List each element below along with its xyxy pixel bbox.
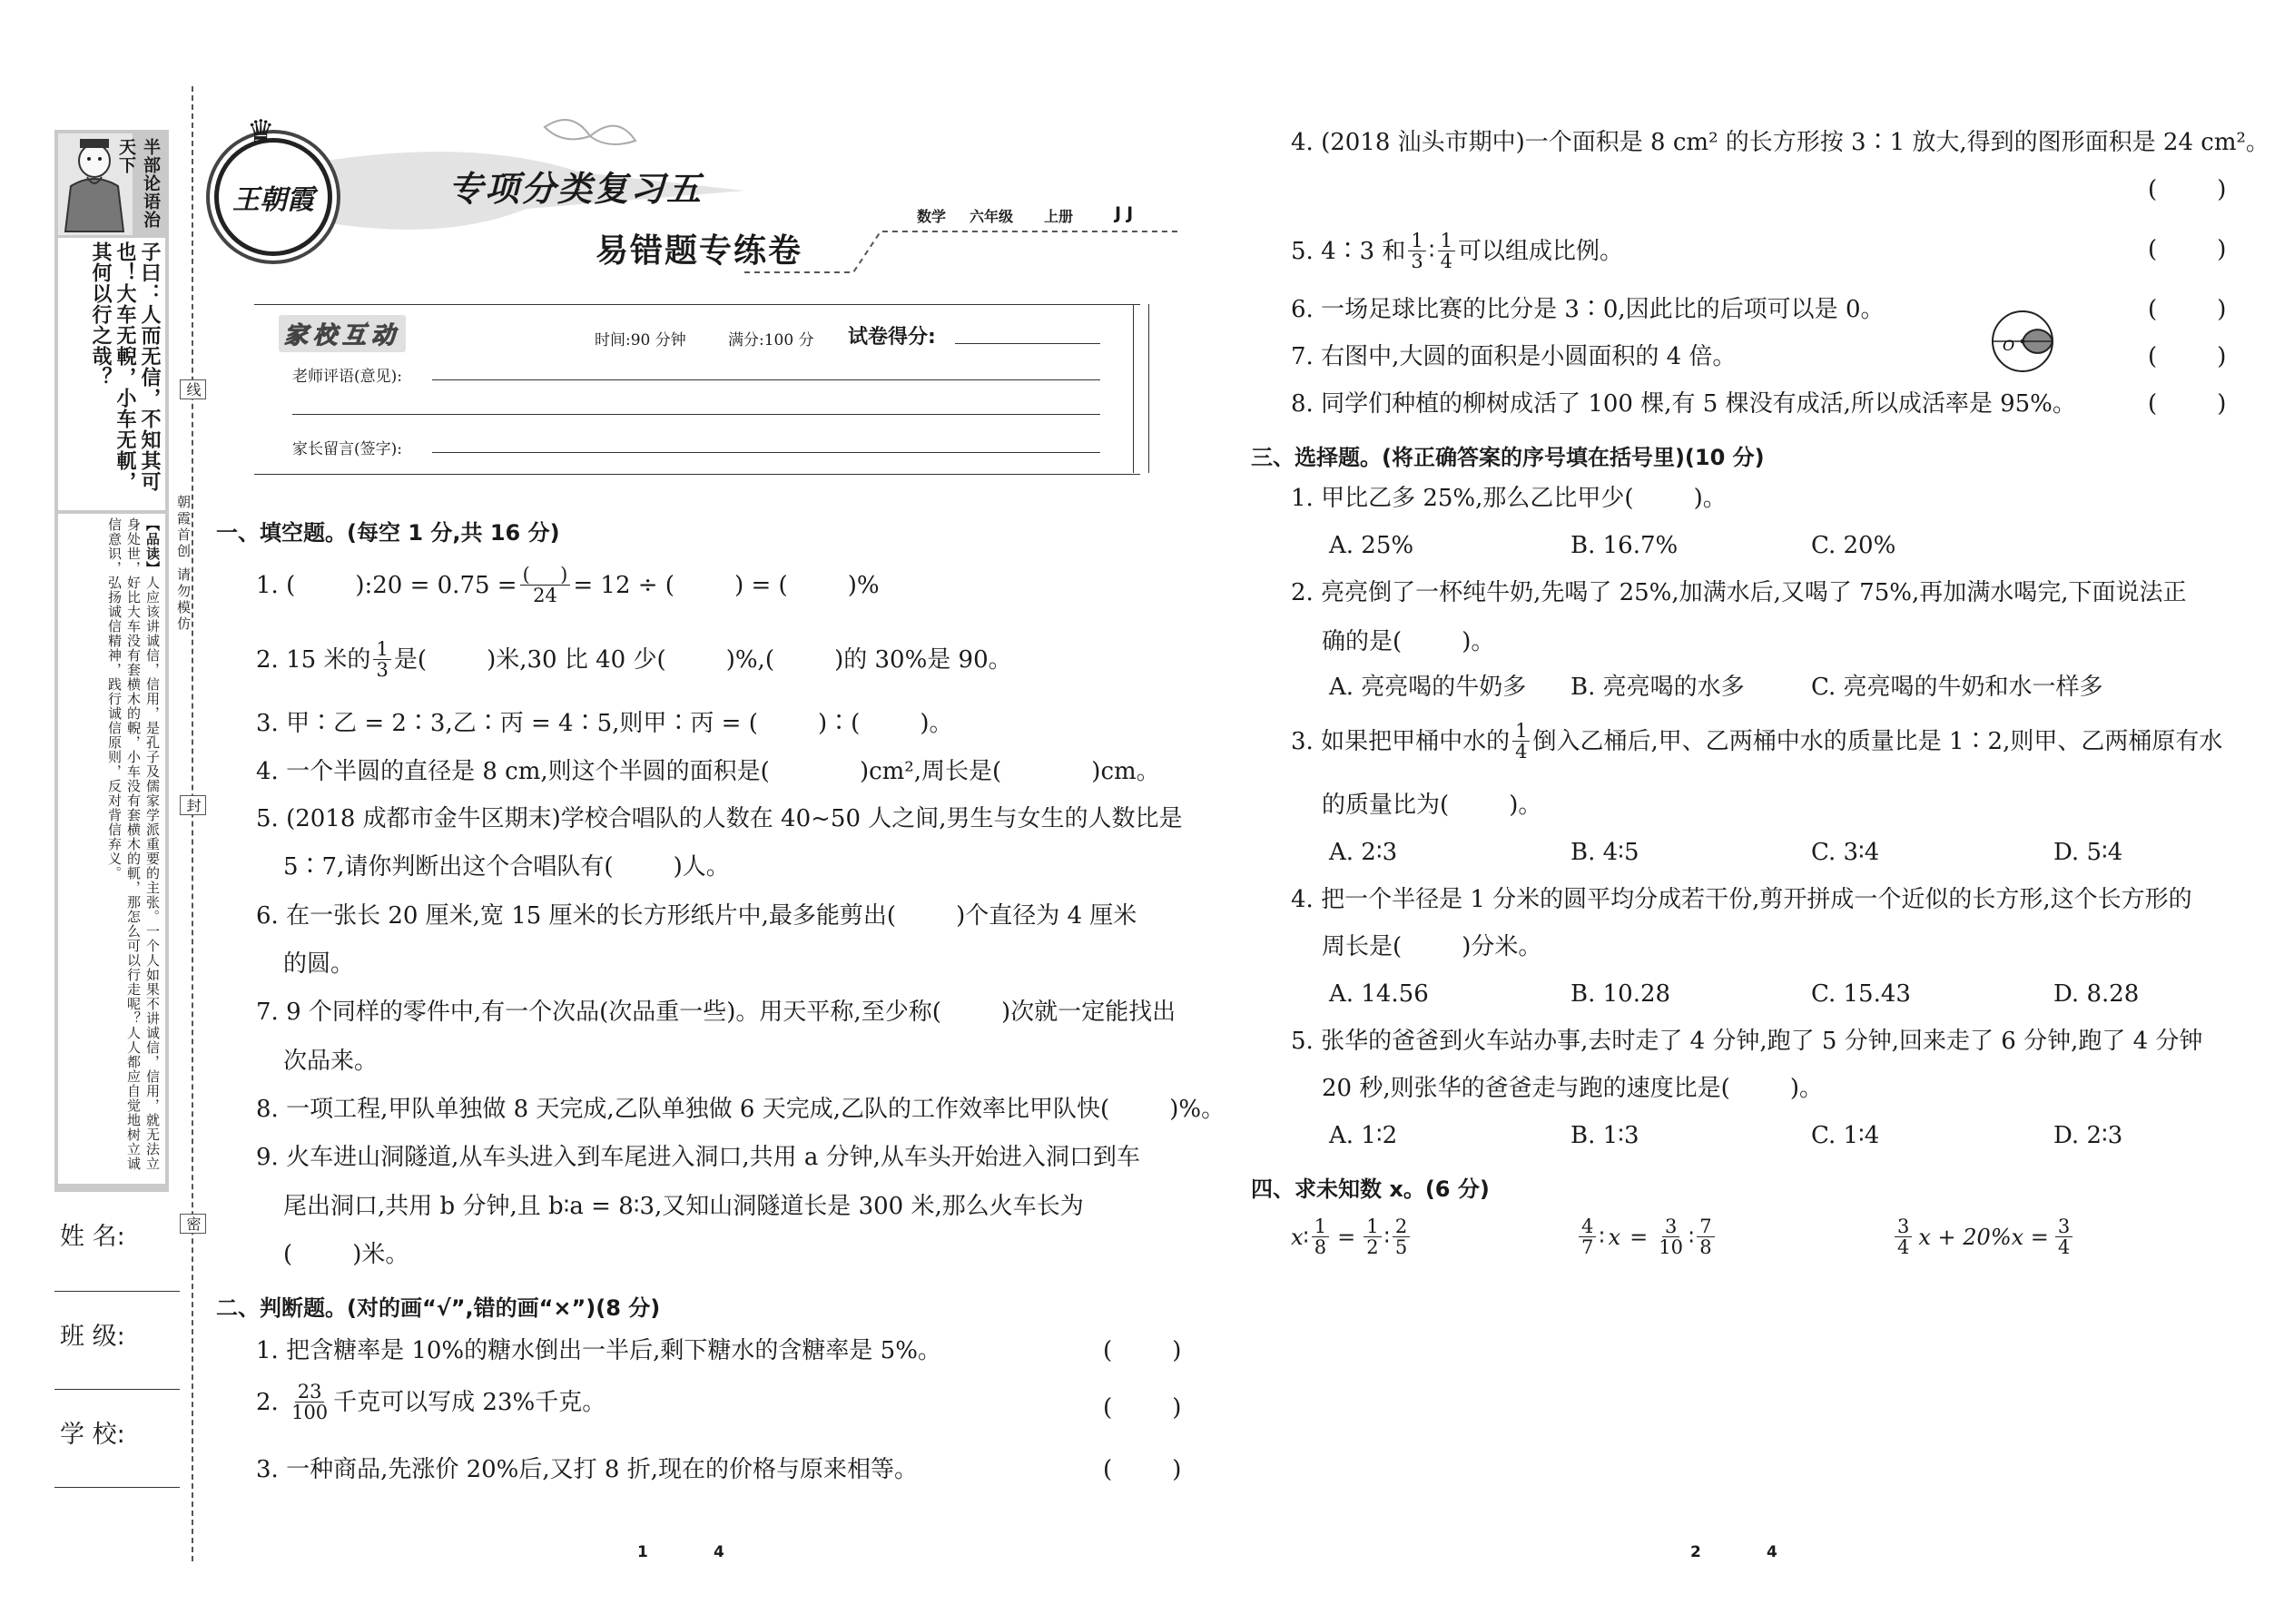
s2-q7: 7. 右图中,大圆的面积是小圆面积的 4 倍。 bbox=[1291, 343, 1737, 370]
right-page-number: 2 bbox=[1690, 1543, 1701, 1561]
s2-q5-answer[interactable]: ( ) bbox=[2148, 236, 2227, 263]
tag-grade: 六年级 bbox=[970, 208, 1014, 225]
teacher-comment-label: 老师评语(意见): bbox=[292, 368, 402, 386]
s1-q1-part-b: = 12 ÷ ( ) = ( )% bbox=[573, 571, 880, 599]
school-label: 学 校: bbox=[60, 1421, 125, 1449]
right-page-total: 4 bbox=[1767, 1543, 1777, 1561]
s3-q5-opt-d[interactable]: D. 2∶3 bbox=[2053, 1122, 2123, 1149]
cut-mark-1: 线 bbox=[180, 379, 206, 399]
s2-q5-fraction2 bbox=[1438, 231, 1455, 271]
frac-den: 4 bbox=[1440, 251, 1452, 273]
s3-q3-line2: 的质量比为( )。 bbox=[1322, 792, 1542, 819]
equation-2 bbox=[1576, 1216, 1718, 1257]
eq2-frac3 bbox=[1697, 1216, 1714, 1257]
s1-q8: 8. 一项工程,甲队单独做 8 天完成,乙队单独做 6 天完成,乙队的工作效率比甲队快( )%。 bbox=[256, 1096, 1226, 1123]
score-field[interactable] bbox=[955, 343, 1100, 344]
s1-q1-fraction bbox=[520, 565, 571, 605]
frac-den: 8 bbox=[1314, 1236, 1327, 1259]
s2-q5 bbox=[1291, 231, 1623, 271]
s3-q4-line2: 周长是( )分米。 bbox=[1322, 933, 1542, 960]
s3-q5-opt-a[interactable]: A. 1∶2 bbox=[1329, 1122, 1398, 1149]
confucius-quote: 子曰：人而无信，不知其可也！大车无輗，小车无軏，其何以行之哉？ bbox=[89, 241, 161, 492]
s1-q1 bbox=[256, 565, 880, 605]
frac-num: 1 bbox=[373, 639, 390, 660]
s3-q1: 1. 甲比乙多 25%,那么乙比甲少( )。 bbox=[1291, 485, 1727, 512]
s2-q5-text: 可以组成比例。 bbox=[1457, 237, 1623, 265]
reading-note bbox=[62, 517, 162, 1180]
s1-q6-line1: 6. 在一张长 20 厘米,宽 15 厘米的长方形纸片中,最多能剪出( )个直径为 4 厘米 bbox=[256, 902, 1137, 930]
s2-q4: 4. (2018 汕头市期中)一个面积是 8 cm² 的长方形按 3∶1 放大,得到的图形面积是 24 cm²。 bbox=[1291, 129, 2269, 156]
s2-q5-colon: ∶ bbox=[1428, 237, 1435, 265]
tag-term: 上册 bbox=[1044, 208, 1074, 225]
eq2-frac1 bbox=[1579, 1216, 1596, 1257]
s1-q4: 4. 一个半圆的直径是 8 cm,则这个半圆的面积是( )cm²,周长是( )cm。 bbox=[256, 758, 1160, 785]
class-label: 班 级: bbox=[60, 1323, 125, 1351]
section1-title: 一、填空题。(每空 1 分,共 16 分) bbox=[216, 520, 560, 546]
s2-q2-text: 千克可以写成 23%千克。 bbox=[333, 1388, 606, 1416]
s2-q2-num: 2. bbox=[256, 1388, 279, 1416]
circles-figure bbox=[1990, 309, 2055, 374]
crown-icon: ♛ bbox=[247, 113, 275, 150]
s1-q9-line3: ( )米。 bbox=[283, 1241, 409, 1268]
s2-q2-answer[interactable]: ( ) bbox=[1103, 1394, 1182, 1422]
frac-den: 8 bbox=[1699, 1236, 1712, 1259]
eq3-frac1 bbox=[1895, 1216, 1912, 1257]
s1-q6-line2: 的圆。 bbox=[283, 950, 355, 978]
s3-q3-part-b: 倒入乙桶后,甲、乙两桶中水的质量比是 1∶2,则甲、乙两桶原有水 bbox=[1532, 727, 2223, 755]
s2-q5-fraction1 bbox=[1408, 231, 1425, 271]
s3-q4-line1: 4. 把一个半径是 1 分米的圆平均分成若干份,剪开拼成一个近似的长方形,这个长方形的 bbox=[1291, 886, 2192, 913]
reading-label: 【品读】 bbox=[144, 517, 161, 576]
time-info: 时间:90 分钟 bbox=[595, 331, 686, 349]
frac-den: 4 bbox=[1897, 1236, 1910, 1259]
frac-den: 5 bbox=[1394, 1236, 1408, 1259]
eq2-colon: ∶ bbox=[1599, 1224, 1605, 1250]
reading-text: 人应该讲诚信，信用，是孔子及儒家学派重要的主张。一个人如果不讲诚信，信用，就无法立身处世，好比大车没有套横木的輗，小车没有套横木的軏，那怎么可以行走呢？人人都应自觉地树立诚信意识，弘扬诚信精神，践行诚信原则，反对背信弃义。 bbox=[106, 517, 161, 1171]
s2-q2-fraction bbox=[289, 1382, 330, 1422]
s2-q3: 3. 一种商品,先涨价 20%后,又打 8 折,现在的价格与原来相等。 bbox=[256, 1456, 918, 1483]
eq1-frac3 bbox=[1393, 1216, 1410, 1257]
s2-q1: 1. 把含糖率是 10%的糖水倒出一半后,剩下糖水的含糖率是 5%。 bbox=[256, 1337, 941, 1364]
s2-q8: 8. 同学们种植的柳树成活了 100 棵,有 5 棵没有成活,所以成活率是 95%。 bbox=[1291, 390, 2076, 418]
tag-edition: JJ bbox=[1115, 203, 1139, 223]
frac-den: 100 bbox=[291, 1402, 329, 1424]
eq1-x: x bbox=[1291, 1224, 1304, 1250]
frac-num: 1 bbox=[1312, 1216, 1329, 1237]
section3-title: 三、选择题。(将正确答案的序号填在括号里)(10 分) bbox=[1251, 445, 1765, 470]
copyright-note: 朝霞首创 请勿模仿 bbox=[175, 495, 192, 633]
frac-den: 4 bbox=[1515, 741, 1528, 763]
eq1-frac2 bbox=[1364, 1216, 1381, 1257]
eq2-colon2: ∶ bbox=[1689, 1224, 1695, 1250]
school-field[interactable] bbox=[54, 1487, 180, 1488]
frac-num: 1 bbox=[1408, 231, 1425, 251]
s3-q2-line1: 2. 亮亮倒了一杯纯牛奶,先喝了 25%,加满水后,又喝了 75%,再加满水喝完,下面说法正 bbox=[1291, 579, 2187, 606]
frac-num: ( ) bbox=[520, 565, 571, 586]
s1-q5-line2: 5∶7,请你判断出这个合唱队有( )人。 bbox=[283, 853, 730, 881]
s3-q1-opt-b[interactable]: B. 16.7% bbox=[1570, 532, 1679, 559]
s3-q1-opt-c[interactable]: C. 20% bbox=[1811, 532, 1896, 559]
frac-num: 1 bbox=[1364, 1216, 1381, 1237]
s3-q3-fraction bbox=[1512, 721, 1530, 762]
s1-q2-fraction bbox=[373, 639, 390, 680]
s3-q2-line2: 确的是( )。 bbox=[1322, 628, 1495, 655]
student-name-label: 姓 名: bbox=[60, 1223, 125, 1251]
s3-q3-opt-d[interactable]: D. 5∶4 bbox=[2053, 839, 2123, 866]
s2-q6-answer[interactable]: ( ) bbox=[2148, 296, 2227, 323]
s2-q8-answer[interactable]: ( ) bbox=[2148, 390, 2227, 418]
s2-q2 bbox=[256, 1382, 605, 1422]
s3-q4-opt-c[interactable]: C. 15.43 bbox=[1811, 980, 1911, 1008]
frac-den: 7 bbox=[1581, 1236, 1594, 1259]
worksheet-title: 专项分类复习五 bbox=[448, 169, 704, 209]
s2-q7-answer[interactable]: ( ) bbox=[2148, 343, 2227, 370]
s1-q3: 3. 甲∶乙 = 2∶3,乙∶丙 = 4∶5,则甲∶丙 = ( )∶( )。 bbox=[256, 710, 953, 737]
left-page-number: 1 bbox=[637, 1543, 648, 1561]
s1-q1-part-a: ( ):20 = 0.75 = bbox=[286, 571, 517, 599]
frac-num: 1 bbox=[1438, 231, 1455, 251]
logo-text: 王朝霞 bbox=[232, 184, 314, 216]
interaction-frame-right bbox=[1133, 304, 1149, 473]
s3-q5-opt-b[interactable]: B. 1∶3 bbox=[1570, 1122, 1639, 1149]
teacher-comment-line2[interactable] bbox=[292, 414, 1100, 415]
s3-q5-line1: 5. 张华的爸爸到火车站办事,去时走了 4 分钟,跑了 5 分钟,回来走了 6 分钟,跑了 4 分钟 bbox=[1291, 1028, 2203, 1055]
s1-q5-line1: 5. (2018 成都市金牛区期末)学校合唱队的人数在 40~50 人之间,男生与女生的人数比是 bbox=[256, 805, 1183, 832]
s1-q1-num: 1. bbox=[256, 571, 279, 599]
left-page-total: 4 bbox=[714, 1543, 724, 1561]
section4-title: 四、求未知数 x。(6 分) bbox=[1251, 1176, 1490, 1202]
frac-num: 23 bbox=[295, 1382, 325, 1403]
frac-num: 2 bbox=[1393, 1216, 1410, 1237]
s3-q3-opt-c[interactable]: C. 3∶4 bbox=[1811, 839, 1880, 866]
brand-logo bbox=[214, 138, 332, 256]
frac-num: 3 bbox=[1895, 1216, 1912, 1237]
s3-q4-opt-d[interactable]: D. 8.28 bbox=[2053, 980, 2140, 1008]
cut-mark-3: 密 bbox=[180, 1214, 206, 1234]
equation-3 bbox=[1892, 1216, 2075, 1257]
s1-q2-part-a: 15 米的 bbox=[286, 645, 371, 674]
eq2-equals: = bbox=[1629, 1224, 1649, 1250]
s1-q9-line1: 9. 火车进山洞隧道,从车头进入到车尾进入洞口,共用 a 分钟,从车头开始进入洞口到车 bbox=[256, 1144, 1140, 1171]
frac-den: 4 bbox=[2057, 1236, 2071, 1259]
s3-q5-opt-c[interactable]: C. 1∶4 bbox=[1811, 1122, 1880, 1149]
frac-num: 1 bbox=[1512, 721, 1530, 742]
series-title: 半部论语治 bbox=[141, 138, 161, 229]
s3-q5-line2: 20 秒,则张华的爸爸走与跑的速度比是( )。 bbox=[1322, 1075, 1824, 1102]
parent-message-label: 家长留言(签字): bbox=[292, 440, 402, 458]
s3-q2-opt-a[interactable]: A. 亮亮喝的牛奶多 bbox=[1329, 674, 1527, 701]
equation-1 bbox=[1291, 1216, 1413, 1257]
s2-q1-answer[interactable]: ( ) bbox=[1103, 1337, 1182, 1364]
s1-q2-part-b: 是( )米,30 比 40 少( )%,( )的 30%是 90。 bbox=[393, 645, 1012, 674]
s1-q2-num: 2. bbox=[256, 645, 279, 674]
s1-q7-line1: 7. 9 个同样的零件中,有一个次品(次品重一些)。用天平称,至少称( )次就一定能找出 bbox=[256, 999, 1177, 1026]
s3-q1-opt-a[interactable]: A. 25% bbox=[1329, 532, 1414, 559]
s2-q5-part-a: 5. 4∶3 和 bbox=[1291, 237, 1406, 265]
class-field[interactable] bbox=[54, 1389, 180, 1390]
frac-den: 3 bbox=[376, 659, 389, 682]
cut-line bbox=[192, 86, 193, 1561]
eq2-x: x bbox=[1608, 1224, 1621, 1250]
frac-num: 3 bbox=[1662, 1216, 1679, 1237]
parent-message-field[interactable] bbox=[432, 452, 1100, 453]
s3-q2-opt-b[interactable]: B. 亮亮喝的水多 bbox=[1570, 674, 1745, 701]
frac-num: 4 bbox=[1579, 1216, 1596, 1237]
teacher-comment-field[interactable] bbox=[432, 379, 1100, 380]
frac-den: 3 bbox=[1411, 251, 1423, 273]
frac-num: 3 bbox=[2055, 1216, 2072, 1237]
cut-mark-2: 封 bbox=[180, 795, 206, 815]
s3-q3-part-a: 3. 如果把甲桶中水的 bbox=[1291, 727, 1511, 755]
eq1-colon2: ∶ bbox=[1383, 1224, 1390, 1250]
s3-q3-opt-b[interactable]: B. 4∶5 bbox=[1570, 839, 1639, 866]
s1-q2 bbox=[256, 639, 1012, 680]
s3-q3-line1 bbox=[1291, 721, 2222, 762]
s2-q6: 6. 一场足球比赛的比分是 3∶0,因此比的后项可以是 0。 bbox=[1291, 296, 1885, 323]
student-name-field[interactable] bbox=[54, 1291, 180, 1292]
eq1-colon: ∶ bbox=[1303, 1224, 1309, 1250]
s3-q4-opt-a[interactable]: A. 14.56 bbox=[1329, 980, 1429, 1008]
section2-title: 二、判断题。(对的画“√”,错的画“×”)(8 分) bbox=[216, 1295, 661, 1321]
eq1-frac1 bbox=[1312, 1216, 1329, 1257]
frac-den: 10 bbox=[1659, 1236, 1684, 1259]
frac-den: 24 bbox=[533, 585, 557, 607]
s3-q2-opt-c[interactable]: C. 亮亮喝的牛奶和水一样多 bbox=[1811, 674, 2103, 701]
s3-q3-opt-a[interactable]: A. 2∶3 bbox=[1329, 839, 1398, 866]
eq3-middle: x + 20%x = bbox=[1918, 1224, 2049, 1250]
frac-den: 2 bbox=[1366, 1236, 1379, 1259]
s3-q4-opt-b[interactable]: B. 10.28 bbox=[1570, 980, 1671, 1008]
interaction-label: 家校互动 bbox=[279, 315, 406, 352]
eq1-equals: = bbox=[1337, 1224, 1356, 1250]
frac-num: 7 bbox=[1697, 1216, 1714, 1237]
s1-q9-line2: 尾出洞口,共用 b 分钟,且 b∶a = 8∶3,又知山洞隧道长是 300 米,那么火车长为 bbox=[283, 1193, 1084, 1220]
tag-subject: 数学 bbox=[917, 208, 947, 225]
s2-q4-answer[interactable]: ( ) bbox=[2148, 176, 2227, 203]
figure-center-label: O bbox=[2003, 337, 2015, 354]
score-label: 试卷得分: bbox=[848, 326, 936, 349]
worksheet-subtitle: 易错题专练卷 bbox=[596, 231, 803, 270]
eq3-frac2 bbox=[2055, 1216, 2072, 1257]
s1-q7-line2: 次品来。 bbox=[283, 1048, 379, 1075]
eq2-frac2 bbox=[1656, 1216, 1686, 1257]
score-info: 满分:100 分 bbox=[728, 331, 814, 349]
s2-q3-answer[interactable]: ( ) bbox=[1103, 1456, 1182, 1483]
